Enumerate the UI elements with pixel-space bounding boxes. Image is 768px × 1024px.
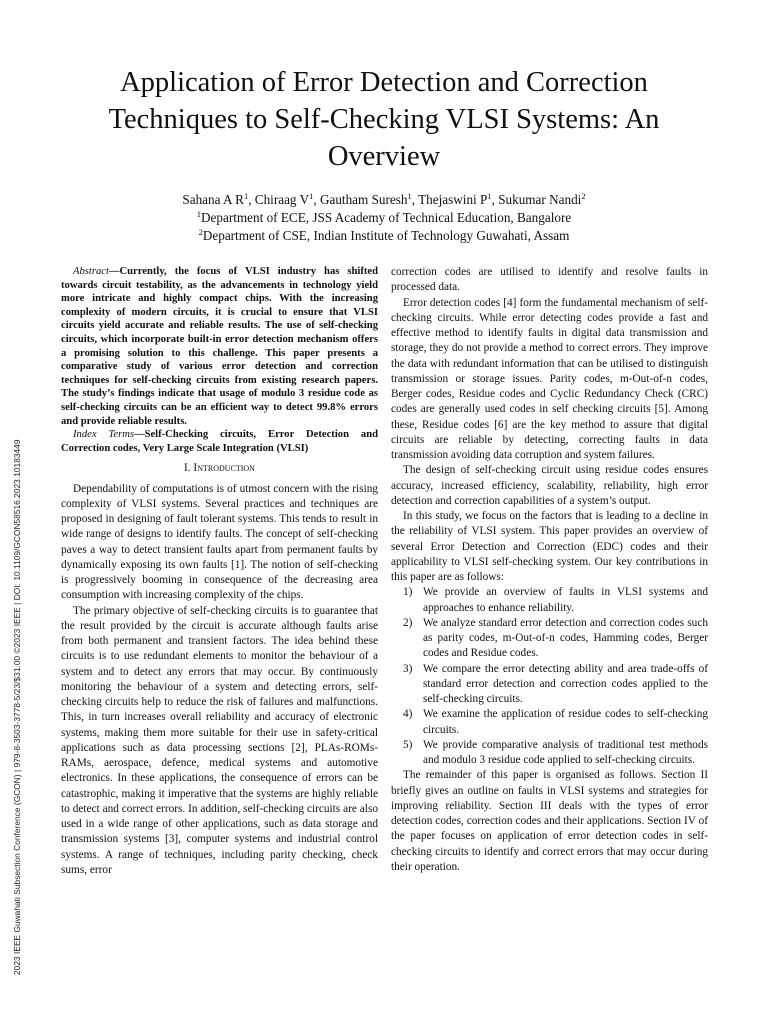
author-affiliation-mark: 1 — [309, 191, 314, 201]
list-item-number: 2) — [403, 616, 413, 629]
body-paragraph: In this study, we focus on the factors that is leading to a decline in the reliability of VLSI system. This paper provides an overview of several Error Detection and Correction (EDC) codes and their applicability to VLSI self-checking system. Our key contributions in this paper are as follows: — [391, 510, 708, 583]
index-terms — [61, 428, 378, 455]
affiliation-number: 1 — [196, 209, 202, 219]
list-item — [391, 585, 708, 616]
author: Gautham Suresh — [319, 192, 408, 207]
body-paragraph: Dependability of computations is of utmost concern with the rising complexity of VLSI systems. Several practices and techniques are proposed in designing of fault tolerant systems. This tends to result in wide range of designs to identify faults. The concept of self-checking paves a way to detect transient faults apart from permanent faults by dynamically exposing its own faults [1]. The notion of self-checking is progressively booming in consequence of the decreasing area consumption with increasing complexity of the chips. — [61, 482, 378, 602]
body-paragraph: The remainder of this paper is organised as follows. Section II briefly gives an outline on faults in VLSI systems and strategies for improving reliability. Section III deals with the types of error detection codes, correction codes and their applications. Section IV of the paper focuses on application of error detection codes in self-checking circuits to identify and correct errors that may occur during their operation. — [391, 769, 708, 873]
list-item-text: We provide an overview of faults in VLSI systems and approaches to enhance reliability. — [423, 586, 708, 614]
author-affiliation-mark: 1 — [487, 191, 492, 201]
list-item-number: 4) — [403, 708, 413, 721]
section-heading-introduction: I. Introduction — [184, 462, 255, 475]
author-list: Sahana A $R^1$, Chiraag $V^1$, Gautham Suresh$^1$, Thejaswini $P^1$, Sukumar Nandi$^2$ — [182, 191, 586, 207]
right-column — [391, 265, 708, 875]
author-affiliation-mark: 2 — [581, 191, 586, 201]
affiliation-text: Department of ECE, JSS Academy of Technical Education, Bangalore — [201, 210, 572, 225]
list-item-number: 5) — [403, 738, 413, 751]
body-paragraph: The primary objective of self-checking circuits is to guarantee that the result provided by the circuit is accurate although faults arise from both permanent and transient factors. The idea behind these circuits is to use redundant elements to monitor the behaviour of a system and to detect any errors that may occur. By continuously monitoring the behaviour of a system and detecting errors, self-checking circuits help to reduce the risk of failures and malfunctions. This, in turn increases overall reliability and accuracy of electronic systems, making them more suitable for their use in safety-critical applications such as data processing sections [2], PLAs-ROMs-RAMs, aerospace, defence, medical systems and automotive electronics. In these applications, the consequence of errors can be catastrophic, making it imperative that the systems are highly reliable to detect and correct errors. In addition, self-checking circuits are also used in a wide range of other applications, such as data storage and transmission systems [3], computer systems and industrial control systems. A range of techniques, including parity checking, check sums, error — [61, 604, 378, 876]
body-paragraph: Error detection codes [4] form the fundamental mechanism of self-checking circuits. While error detecting codes provide a fast and effective method to identify faults in digital data transmission and storage, they do not provide a method to correct errors. They improve the data with redundant information that can be utilised to distinguish transmission or storage issues. Parity codes, m-Out-of-n codes, Berger codes, Residue codes and Cyclic Redundancy Check (CRC) codes are generally used codes in self checking circuits [5]. Among these, Residue codes [6] are the key method to assure that digital circuits are reliable by detecting, correcting faults in data transmission avoiding data corruption and system failures. — [391, 296, 708, 461]
list-item-text: We analyze standard error detection and correction codes such as parity codes, m-Out-of-n codes, Hamming codes, Berger codes and Residue codes. — [423, 616, 708, 660]
author-affiliation-mark: 1 — [407, 191, 412, 201]
conference-side-note: 2023 IEEE Guwahati Subsection Conference (GCON) | 979-8-3503-3778-5/23/$31.00 ©2023 IEEE | DOI: 10.1109/GCON58516.2023.10183449 — [12, 439, 22, 975]
abstract-text: —Currently, the focus of VLSI industry has shifted towards circuit testability, as the advancements in technology yield more intricate and highly compact chips. With the increasing complexity of modern circuits, it is crucial to ensure that VLSI circuits yield accurate and reliable results. The use of self-checking circuits, which incorporate built-in error detection mechanism offers a promising solution to this challenge. This paper presents a comparative study of various error detection and correction techniques for self-checking circuits from existing research papers. The study’s findings indicate that usage of modulo 3 residue code as self-checking circuits can be an efficient way to detect 99.8% errors and provide reliable results. — [61, 266, 378, 427]
author-block — [60, 191, 708, 245]
list-item — [391, 738, 708, 769]
affiliation-text: Department of CSE, Indian Institute of Technology Guwahati, Assam — [202, 228, 570, 243]
left-column — [61, 265, 378, 878]
paper-title: Application of Error Detection and Correction Techniques to Self-Checking VLSI Systems: An Overview — [108, 67, 660, 172]
contributions-list — [391, 585, 708, 768]
list-item-number: 3) — [403, 662, 413, 675]
affiliation — [60, 209, 708, 227]
body-paragraph: The design of self-checking circuit using residue codes ensures accuracy, increased efficiency, scalability, reliability, high error detection and correction capabilities of a system’s output. — [391, 464, 708, 507]
author-affiliation-mark: 1 — [243, 191, 249, 201]
body-paragraph-continued: correction codes are utilised to identify and resolve faults in processed data. — [391, 266, 708, 294]
affiliation — [60, 227, 708, 245]
author: Sukumar Nandi — [498, 192, 582, 207]
abstract — [61, 265, 378, 428]
list-item-text: We provide comparative analysis of traditional test methods and modulo 3 residue code applied to self-checking circuits. — [423, 738, 708, 766]
list-item-text: We compare the error detecting ability and area trade-offs of standard error detection and correction codes applied to the self-checking circuits. — [423, 662, 708, 705]
list-item — [391, 662, 708, 708]
index-terms-text: —Self-Checking circuits, Error Detection and Correction codes, Very Large Scale Integration (VLSI) — [61, 429, 378, 454]
list-item-number: 1) — [403, 586, 413, 599]
list-item — [391, 707, 708, 738]
author: Sahana A R — [182, 192, 244, 207]
index-terms-label: Index Terms — [73, 429, 134, 441]
author: Chiraag V — [254, 192, 310, 207]
list-item-text: We examine the application of residue codes to self-checking circuits. — [423, 708, 708, 736]
list-item — [391, 616, 708, 662]
affiliation-number: 2 — [198, 227, 203, 237]
author: Thejaswini P — [418, 192, 488, 207]
abstract-label: Abstract — [73, 266, 109, 277]
